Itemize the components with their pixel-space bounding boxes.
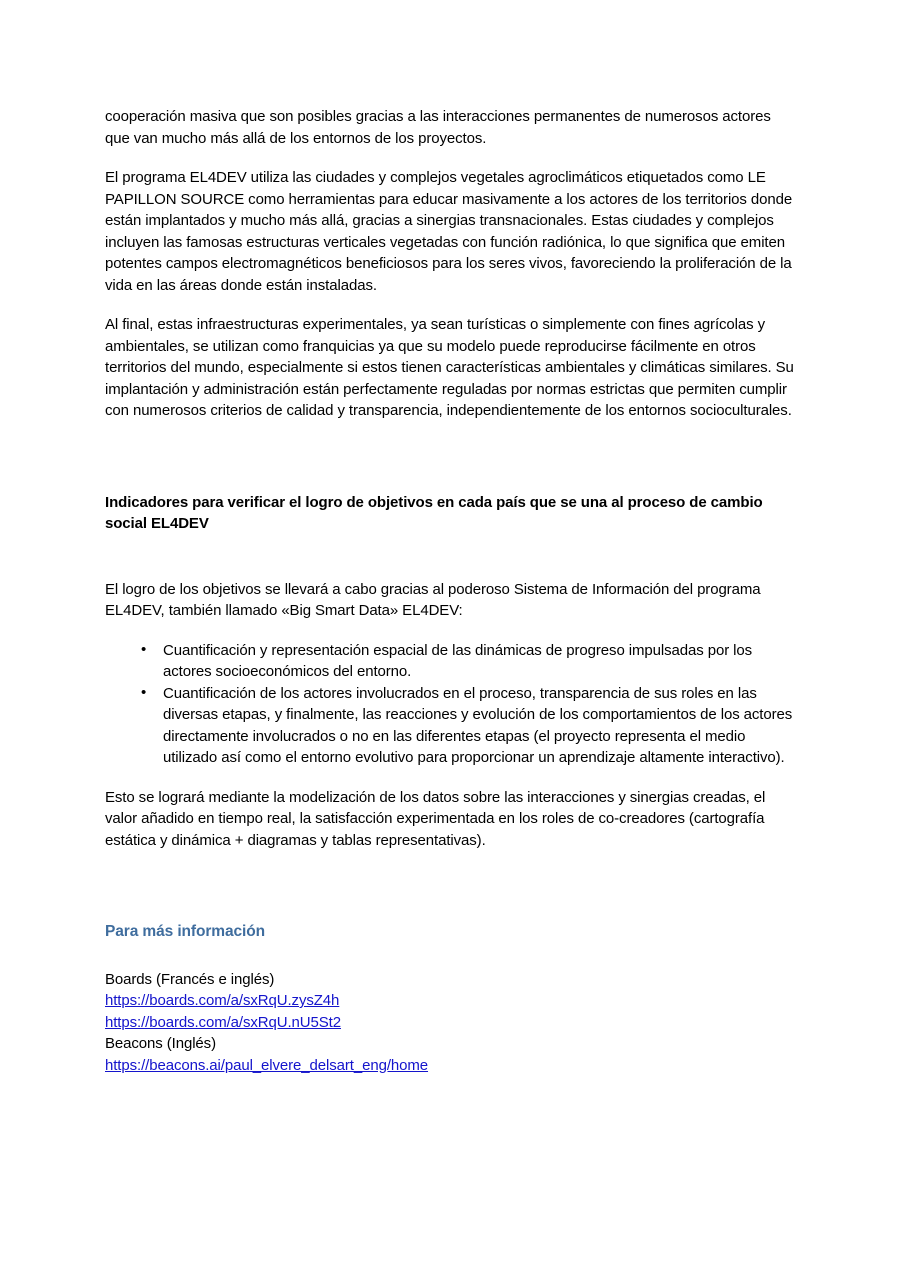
- spacer-before-more-info-heading: [105, 869, 795, 921]
- resources-links-block: [105, 969, 795, 1077]
- spacer-after-indicators-heading: [105, 535, 795, 579]
- list-item: • Cuantificación y representación espacial de las dinámicas de progreso impulsadas por los actores socioeconómicos del entorno.: [105, 640, 795, 683]
- paragraph-logro-objetivos: El logro de los objetivos se llevará a cabo gracias al poderoso Sistema de Información del programa EL4DEV, también llamado «Big Smart Data» EL4DEV:: [105, 580, 761, 619]
- heading-para-mas-informacion: Para más información: [105, 923, 265, 940]
- spacer-before-indicators-heading: [105, 440, 795, 492]
- link-boards-1[interactable]: https://boards.com/a/sxRqU.zysZ4h: [105, 992, 340, 1009]
- spacer-after-more-info-heading: [105, 943, 795, 969]
- indicators-bullet-list: [105, 640, 795, 769]
- link-boards-2[interactable]: https://boards.com/a/sxRqU.nU5St2: [105, 1013, 341, 1031]
- paragraph-esto-se-lograra: Esto se logrará mediante la modelización de los datos sobre las interacciones y sinergias creadas, el valor añadido en tiempo real, la satisfacción experimentada en los roles de co-creadores (cartografía estática y dinámica + diagramas y tablas representativas).: [105, 788, 766, 849]
- list-item: • Cuantificación de los actores involucrados en el proceso, transparencia de sus roles en las diversas etapas, y finalmente, las reacciones y evolución de los comportamientos de los actores directamente involucrados o no en las diferentes etapas (el proyecto representa el medio utilizado así como el entorno evolutivo para proporcionar un aprendizaje altamente interactivo).: [105, 683, 795, 769]
- paragraph-cooperacion-masiva: cooperación masiva que son posibles gracias a las interacciones permanentes de numerosos actores que van mucho más allá de los entornos de los proyectos.: [105, 108, 771, 147]
- resource-label-boards: Boards (Francés e inglés): [105, 970, 275, 988]
- paragraph-infraestructuras-experimentales: Al final, estas infraestructuras experimentales, ya sean turísticas o simplemente con fines agrícolas y ambientales, se utilizan como franquicias ya que su modelo puede reproducirse fácilmente en otros territorios del mundo, especialmente si estos tienen características ambientales y climáticas similares. Su implantación y administración están perfectamente reguladas por normas estrictas que permiten cumplir con numerosos criterios de calidad y transparencia, independientemente de los entornos socioculturales.: [105, 316, 794, 419]
- link-beacons[interactable]: https://beacons.ai/paul_elvere_delsart_eng/home: [105, 1056, 429, 1074]
- heading-indicadores: Indicadores para verificar el logro de objetivos en cada país que se una al proceso de cambio social EL4DEV: [105, 493, 763, 532]
- document-content: [105, 106, 795, 1076]
- resource-label-beacons: Beacons (Inglés): [105, 1035, 216, 1052]
- paragraph-programa-el4dev: El programa EL4DEV utiliza las ciudades y complejos vegetales agroclimáticos etiquetados como LE PAPILLON SOURCE como herramientas para educar masivamente a los actores de los territorios donde están implantados y mucho más allá, gracias a sinergias transnacionales. Estas ciudades y complejos incluyen las famosas estructuras verticales vegetadas con función radiónica, lo que significa que emiten potentes campos electromagnéticos beneficiosos para los seres vivos, favoreciendo la proliferación de la vida en las áreas donde están instaladas.: [105, 169, 793, 294]
